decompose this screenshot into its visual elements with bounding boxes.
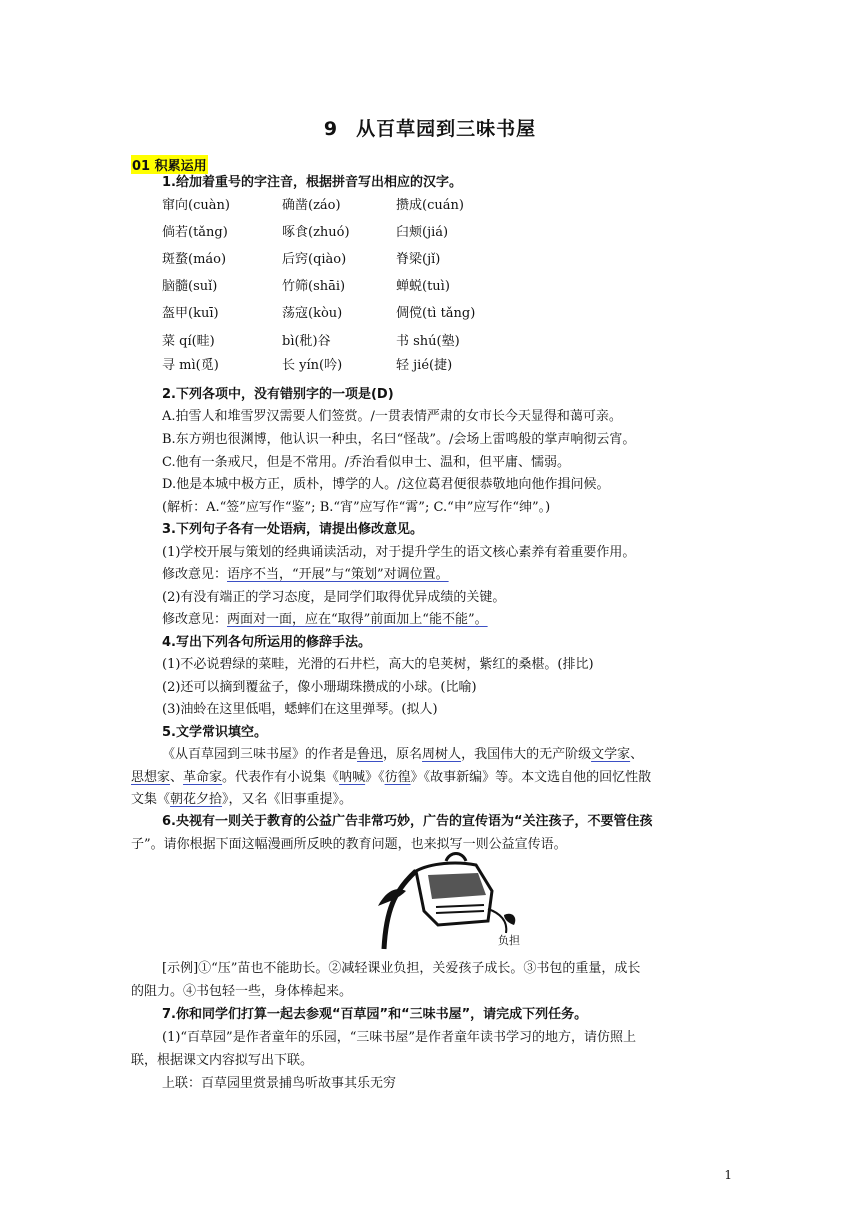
q1-cell: 啄食(zhuó)	[282, 225, 350, 240]
q6-example-2: 的阻力。④书包轻一些，身体棒起来。	[131, 984, 353, 999]
q1-cell: 蝉蜕(tuì)	[396, 279, 450, 294]
q5-line-1	[162, 746, 643, 764]
q5-author: 鲁迅	[357, 747, 384, 762]
q5-realname: 周树人	[422, 747, 462, 762]
q3-sentence-1: (1)学校开展与策划的经典诵读活动，对于提升学生的语文核心素养有着重要作用。	[162, 545, 636, 560]
q3-fix-2	[162, 611, 488, 629]
q1-cell: 菜 qí(畦)	[162, 334, 215, 349]
q5-text: 》，又名《旧事重提》。	[222, 792, 353, 807]
q7-sub-1a: (1)“百草园”是作者童年的乐园，“三味书屋”是作者童年读书学习的地方，请仿照上	[162, 1030, 636, 1045]
fix-label: 修改意见：	[162, 612, 228, 627]
q2-option-a: A.拍雪人和堆雪罗汉需要人们签赏。/一贯表情严肃的女市长今天显得和蔼可亲。	[162, 409, 622, 424]
q5-sep: 、	[170, 770, 184, 785]
q5-work-3: 朝花夕拾	[170, 792, 223, 807]
q7-upper-couplet: 上联：百草园里赏景捕鸟听故事其乐无穷	[162, 1076, 397, 1091]
q6-example-1: [示例]①“压”苗也不能助长。②减轻课业负担，关爱孩子成长。③书包的重量，成长	[162, 961, 641, 976]
cartoon-image	[376, 851, 536, 951]
q4-sentence-2: (2)还可以摘到覆盆子，像小珊瑚珠攒成的小球。(比喻)	[162, 680, 477, 695]
q1-prompt: 1.给加着重号的字注音，根据拼音写出相应的汉字。	[162, 175, 462, 190]
q1-cell: 竹筛(shāi)	[282, 279, 346, 294]
q5-title-3: 革命家	[183, 770, 223, 785]
q5-title-2: 思想家	[131, 770, 171, 785]
q1-cell: 脑髓(suǐ)	[162, 279, 218, 294]
q1-cell: 后窍(qiào)	[282, 252, 347, 267]
section-heading: 01 积累运用	[131, 155, 208, 174]
fix-label: 修改意见：	[162, 567, 228, 582]
q6-text: 6.央视有一则关于教育的公益广告非常巧妙，广告的宣传语为“关注孩子，不要管住孩	[162, 814, 653, 829]
q5-text: 》《	[365, 770, 385, 785]
q1-cell: 轻 jié(捷)	[396, 358, 453, 373]
q3-prompt: 3.下列句子各有一处语病，请提出修改意见。	[162, 522, 423, 537]
q2-prompt: 2.下列各项中，没有错别字的一项是(D)	[162, 387, 394, 402]
q4-prompt: 4.写出下列各句所运用的修辞手法。	[162, 635, 371, 650]
q1-cell: 攒成(cuán)	[396, 198, 464, 213]
q1-cell: 脊梁(jǐ)	[396, 252, 441, 267]
q2-option-b: B.东方朔也很渊博，他认识一种虫，名曰“怪哉”。/会场上雷鸣般的掌声响彻云宵。	[162, 432, 636, 447]
q2-option-c: C.他有一条戒尺，但是不常用。/乔治看似申士、温和，但平庸、懦弱。	[162, 455, 570, 470]
q1-cell: 臼颊(jiá)	[396, 225, 449, 240]
q1-cell: 确凿(záo)	[282, 198, 341, 213]
q5-title-1: 文学家	[591, 747, 631, 762]
q1-cell: 斑蝥(máo)	[162, 252, 227, 267]
lesson-title: 从百草园到三味书屋	[356, 118, 537, 140]
q6-prompt-2: 子”。请你根据下面这幅漫画所反映的教育问题，也来拟写一则公益宣传语。	[131, 837, 567, 852]
q5-line-3	[131, 791, 352, 809]
q5-text: ，我国伟大的无产阶级	[461, 747, 592, 762]
q1-cell: 盔甲(kuī)	[162, 306, 219, 321]
q4-sentence-3: (3)油蛉在这里低唱，蟋蟀们在这里弹琴。(拟人)	[162, 702, 438, 717]
q5-work-1: 呐喊	[339, 770, 366, 785]
page-title	[0, 114, 860, 141]
q1-cell: bì(秕)谷	[282, 334, 331, 349]
q1-cell: 书 shú(塾)	[396, 334, 460, 349]
q5-text: 文集《	[131, 792, 171, 807]
q1-cell: 长 yín(吟)	[282, 358, 343, 373]
cartoon-caption: 负担	[498, 934, 520, 947]
q2-analysis: (解析：A.“签”应写作“鉴”; B.“宵”应写作“霄”; C.“申”应写作“绅”。)	[162, 500, 551, 515]
q1-cell: 倘若(tǎng)	[162, 225, 228, 240]
page-number: 1	[724, 1168, 732, 1182]
fix-2-answer: 两面对一面，应在“取得”前面加上“能不能”。	[227, 612, 488, 627]
q2-option-d: D.他是本城中极方正，质朴，博学的人。/这位葛君便很恭敬地向他作揖问候。	[162, 477, 610, 492]
q5-text: ，原名	[383, 747, 423, 762]
fix-1-answer: 语序不当，“开展”与“策划”对调位置。	[227, 567, 449, 582]
q5-work-2: 彷徨	[384, 770, 411, 785]
q4-sentence-1: (1)不必说碧绿的菜畦，光滑的石井栏，高大的皂荚树，紫红的桑椹。(排比)	[162, 657, 594, 672]
q6-prompt-1	[162, 813, 653, 831]
q3-sentence-2: (2)有没有端正的学习态度，是同学们取得优异成绩的关键。	[162, 590, 506, 605]
lesson-number: 9	[323, 118, 339, 140]
q3-fix-1	[162, 566, 449, 584]
q1-cell: 窜向(cuàn)	[162, 198, 230, 213]
q5-sep: 、	[630, 747, 644, 762]
q1-cell: 荡寇(kòu)	[282, 306, 343, 321]
q5-line-2	[131, 769, 651, 787]
q5-text: 《从百草园到三味书屋》的作者是	[162, 747, 358, 762]
q1-cell: 寻 mì(觅)	[162, 358, 219, 373]
q7-prompt: 7.你和同学们打算一起去参观“百草园”和“三味书屋”，请完成下列任务。	[162, 1007, 588, 1022]
q1-cell: 倜傥(tì tǎng)	[396, 306, 476, 321]
q5-prompt: 5.文学常识填空。	[162, 725, 267, 740]
q5-text: 》《故事新编》等。本文选自他的回忆性散	[410, 770, 652, 785]
q5-text: 。代表作有小说集《	[222, 770, 340, 785]
q7-sub-1b: 联，根据课文内容拟写出下联。	[131, 1053, 314, 1068]
